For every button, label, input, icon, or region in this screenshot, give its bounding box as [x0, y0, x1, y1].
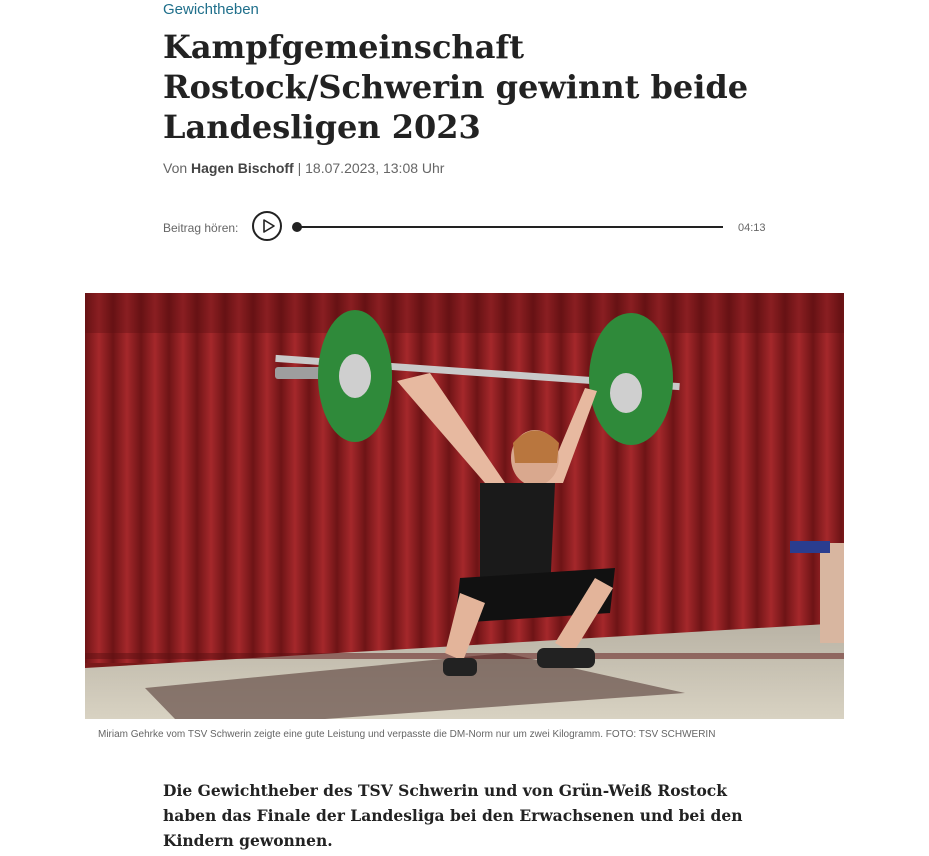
- photo-credit: FOTO: TSV SCHWERIN: [605, 729, 716, 740]
- play-icon: [262, 219, 276, 233]
- weightlifting-photo: [85, 293, 844, 719]
- audio-label: Beitrag hören:: [163, 221, 239, 235]
- article-kicker[interactable]: Gewichtheben: [163, 1, 259, 18]
- byline-prefix: Von: [163, 160, 188, 176]
- article-headline: Kampfgemeinschaft Rostock/Schwerin gewinnt beide Landesligen 2023: [163, 28, 749, 146]
- article-byline: [163, 160, 444, 176]
- author-name[interactable]: Hagen Bischoff: [191, 160, 294, 176]
- weight-plate-right: [589, 313, 673, 445]
- weight-plate-left: [318, 310, 392, 442]
- play-button[interactable]: [252, 211, 282, 241]
- article-lead: Die Gewichtheber des TSV Schwerin und von Grün-Weiß Rostock haben das Finale der Landesliga bei den Erwachsenen und bei den Kindern gewonnen.: [163, 781, 743, 850]
- article-photo: [85, 293, 844, 719]
- photo-caption: [98, 729, 715, 740]
- audio-progress-knob[interactable]: [292, 222, 302, 232]
- audio-player: [163, 211, 773, 245]
- byline-separator: |: [297, 160, 302, 176]
- caption-text: Miriam Gehrke vom TSV Schwerin zeigte eine gute Leistung und verpasste die DM-Norm nur um zwei Kilogramm.: [98, 729, 604, 740]
- audio-duration: 04:13: [738, 222, 766, 234]
- publish-date: 18.07.2023, 13:08 Uhr: [305, 160, 445, 176]
- audio-progress-track[interactable]: [295, 226, 723, 228]
